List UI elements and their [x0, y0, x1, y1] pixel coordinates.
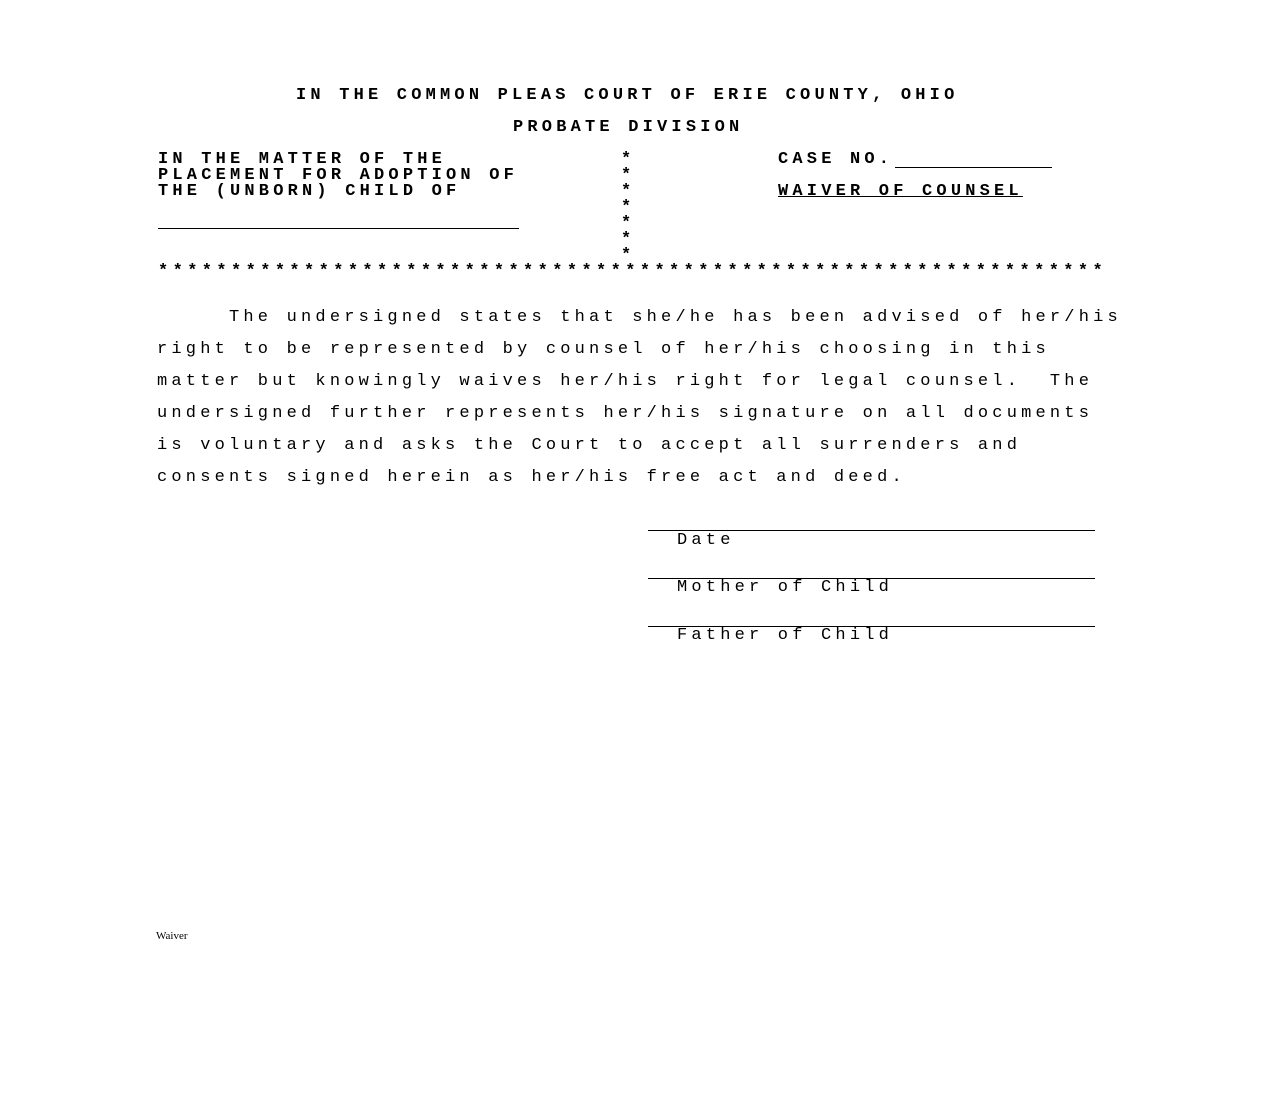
divider-star: *	[621, 246, 636, 265]
body-line: consents signed herein as her/his free act and deed.	[157, 468, 906, 487]
divider-star: *	[621, 198, 636, 217]
document-title: WAIVER OF COUNSEL	[778, 182, 1023, 201]
divider-star: *	[621, 166, 636, 185]
star-separator: *****************************************************************	[158, 262, 1108, 281]
divider-star: *	[621, 230, 636, 249]
child-name-blank	[158, 228, 519, 229]
case-no-blank	[895, 167, 1052, 168]
divider-star: *	[621, 182, 636, 201]
body-line: matter but knowingly waives her/his right for legal counsel. The	[157, 372, 1094, 391]
matter-line-2: PLACEMENT FOR ADOPTION OF	[158, 166, 519, 185]
divider-star: *	[621, 150, 636, 169]
case-no-label: CASE NO.	[778, 150, 894, 169]
father-label: Father of Child	[677, 626, 894, 645]
mother-label: Mother of Child	[677, 578, 894, 597]
matter-line-3: THE (UNBORN) CHILD OF	[158, 182, 461, 201]
body-line: undersigned further represents her/his signature on all documents	[157, 404, 1094, 423]
court-title: IN THE COMMON PLEAS COURT OF ERIE COUNTY, OHIO	[296, 86, 959, 105]
matter-line-1: IN THE MATTER OF THE	[158, 150, 447, 169]
date-label: Date	[677, 531, 735, 550]
divider-star: *	[621, 214, 636, 233]
body-line: is voluntary and asks the Court to accept all surrenders and	[157, 436, 1022, 455]
body-line: right to be represented by counsel of her/his choosing in this	[157, 340, 1050, 359]
body-line: The undersigned states that she/he has been advised of her/his	[157, 308, 1122, 327]
form-footer: Waiver	[156, 930, 188, 942]
division-title: PROBATE DIVISION	[513, 118, 744, 137]
